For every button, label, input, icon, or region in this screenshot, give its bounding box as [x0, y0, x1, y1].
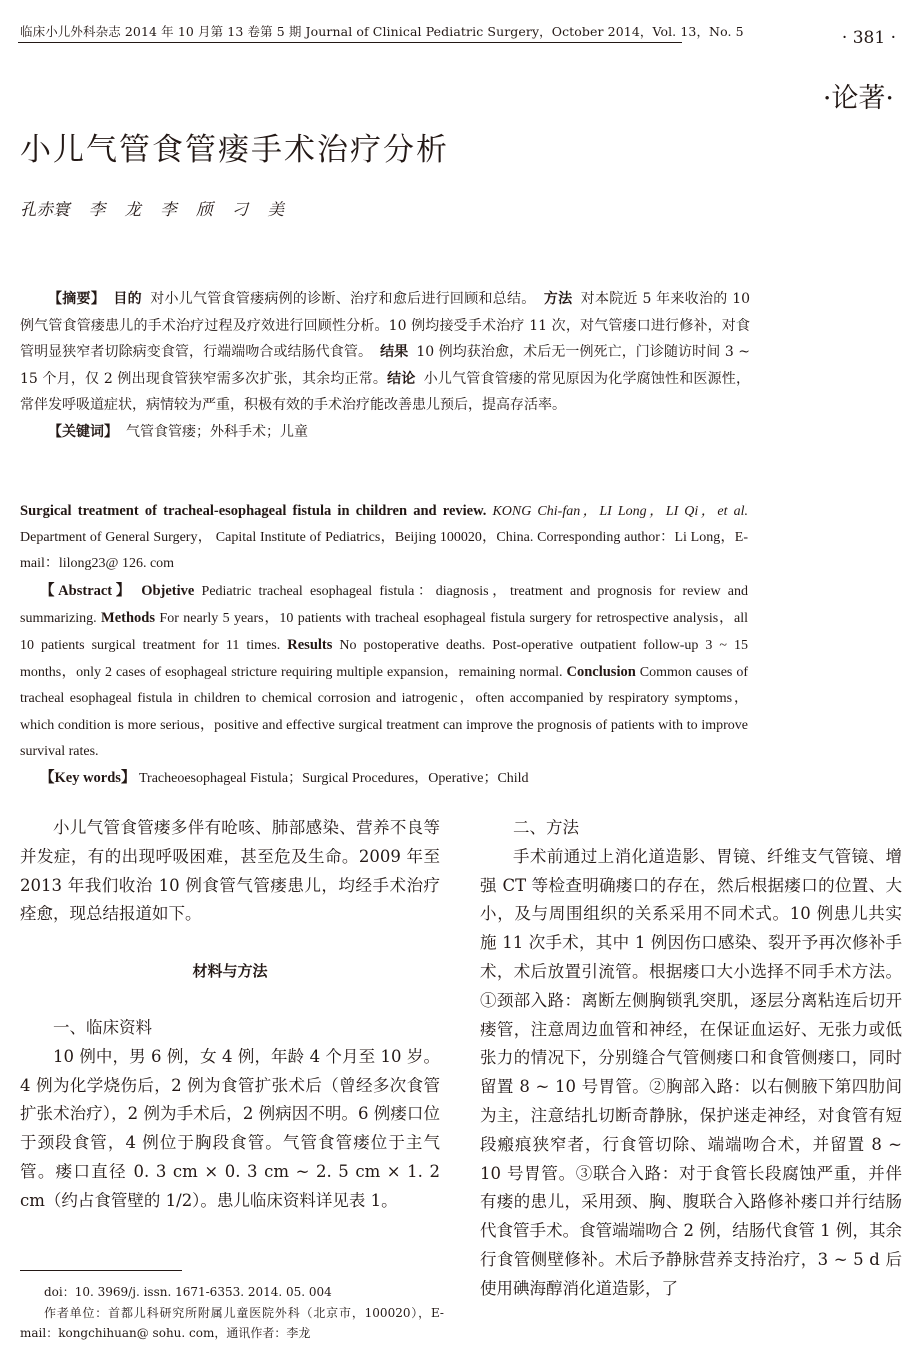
clinical-paragraph: 10 例中，男 6 例，女 4 例，年龄 4 个月至 10 岁。4 例为化学烧伤后，2 例为食管扩张术后（曾经多次食管扩张术治疗），2 例为手术后，2 例病因不明。6 例瘘口位于颈段食管，4 例位于胸段食管。气管食管瘘位于主气管。瘘口直径 0. 3 cm × 0. 3 cm ~ 2. 5 cm × 1. 2 cm（约占食管壁的 1/2）。患儿临床资料详见表 1。 [20, 1046, 440, 1210]
clinical-subheading: 一、临床资料 [53, 1017, 152, 1037]
footnote-rule [20, 1270, 182, 1271]
english-keywords-label: 【Key words】 [40, 770, 136, 787]
methods-paragraph: 手术前通过上消化道造影、胃镜、纤维支气管镜、增强 CT 等检查明确瘘口的存在，然后根据瘘口的位置、大小，及与周围组织的关系采用不同术式。10 例患儿共实施 11 次手术，其中 1 例因伤口感染、裂开予再次修补手术，术后放置引流管。根据瘘口大小选择不同手术方法。①颈部入路：离断左侧胸锁乳突肌，逐层分离粘连后切开瘘管，注意周边血管和神经，在保证血运好、无张力或低张力的情况下，分别缝合气管侧瘘口和食管侧瘘口，同时留置 8 ~ 10 号胃管。②胸部入路：以右侧腋下第四肋间为主，注意结扎切断奇静脉，保护迷走神经，对食管有短段瘢痕狭窄者，行食管切除、端端吻合术，并留置 8 ~ 10 号胃管。③联合入路：对于食管长段腐蚀严重，并伴有瘘的患儿，采用颈、胸、腹联合入路修补瘘口并行结肠代食管手术。食管端端吻合 2 例，结肠代食管 1 例，其余行食管侧壁修补。术后予静脉营养支持治疗，3 ~ 5 d 后使用碘海醇消化道造影，了 [480, 846, 902, 1298]
keywords-label: 【关键词】 [48, 423, 118, 440]
english-keywords-line [20, 765, 748, 792]
english-abstract [20, 498, 748, 792]
author-list: 孔赤寰 李 龙 李 颀 刁 美 [20, 200, 284, 219]
english-conclusion-text: Common causes of tracheal esophageal fistula in children to chemical corrosion and iatrogenic，often accompanied by respiratory symptoms，which condition is more serious，positive and effective surgical treatment can improve the prognosis of patients with to improve survival rates. [20, 665, 749, 759]
section-label: ·论著· [822, 83, 894, 114]
objective-label: Objetive [141, 582, 195, 599]
purpose-text: 对小儿气管食管瘘病例的诊断、治疗和愈后进行回顾和总结。 [149, 291, 536, 307]
abstract-paragraph [20, 286, 750, 419]
method-label: 方法 [543, 291, 573, 307]
english-abstract-label: 【Abstract】 [40, 582, 135, 599]
section-heading: 材料与方法 [192, 962, 268, 981]
purpose-label: 目的 [113, 291, 142, 307]
result-text: 10 例均获治愈，术后无一例死亡，门诊随访时间 3 ~ 15 个月，仅 2 例出现食管狭窄需多次扩张，其余均正常。 [20, 344, 751, 387]
method-text: 对本院近 5 年来收治的 10 例气管食管瘘患儿的手术治疗过程及疗效进行回顾性分析。10 例均接受手术治疗 11 次，对气管瘘口进行修补，对食管明显狭窄者切除病变食管，行端端吻合或结肠代食管。 [20, 291, 751, 360]
abstract-label: 【摘要】 [48, 291, 106, 307]
chinese-abstract [20, 286, 750, 445]
objective-text: Pediatric tracheal esophageal fistula：diagnosis，treatment and prognosis for review and summarizing. [20, 583, 749, 626]
doi-footnote: doi：10. 3969/j. issn. 1671-6353. 2014. 05. 004 [44, 1285, 332, 1299]
english-keywords-text: Tracheoesophageal Fistula；Surgical Procedures，Operative；Child [138, 771, 529, 787]
conclusion-label: 结论 [387, 370, 416, 387]
english-abstract-paragraph [20, 578, 748, 765]
running-header: 临床小儿外科杂志 2014 年 10 月第 13 卷第 5 期 Journal of Clinical Pediatric Surgery，October 2014，Vol. 13，No. 5 [20, 24, 744, 39]
conclusion-text: 小儿气管食管瘘的常见原因为化学腐蚀性和医源性，常伴发呼吸道症状，病情较为严重，积极有效的手术治疗能改善患儿预后，提高存活率。 [20, 370, 751, 413]
english-affiliation: Department of General Surgery， Capital Institute of Pediatrics，Beijing 100020，China. Corresponding author：Li Long，E-mail：lilong23@ 126. com [20, 530, 748, 572]
header-rule [18, 42, 682, 43]
keywords-text: 气管食管瘘；外科手术；儿童 [126, 423, 308, 440]
intro-paragraph: 小儿气管食管瘘多伴有呛咳、肺部感染、营养不良等并发症，有的出现呼吸困难，甚至危及生命。2009 年至 2013 年我们收治 10 例食管气管瘘患儿，均经手术治疗痊愈，现总结报道如下。 [20, 818, 440, 924]
methods-subheading: 二、方法 [513, 818, 579, 837]
keywords-line [20, 419, 750, 446]
page-number: · 381 · [841, 28, 896, 48]
footnotes [20, 1282, 444, 1344]
result-label: 结果 [380, 344, 409, 360]
methods-text: For nearly 5 years，10 patients with tracheal esophageal fistula surgery for retrospective analysis，all 10 patients surgical treatment for 11 times. [20, 610, 749, 654]
right-column [480, 814, 902, 1304]
english-conclusion-label: Conclusion [566, 664, 636, 681]
left-column [20, 814, 440, 1216]
english-title: Surgical treatment of tracheal-esophageal fistula in children and review. [20, 503, 487, 519]
english-title-line [20, 498, 748, 578]
english-authors: KONG Chi-fan，LI Long，LI Qi，et al. [492, 504, 748, 519]
methods-label: Methods [101, 609, 155, 626]
results-text: No postoperative deaths. Post-operative outpatient follow-up 3 ~ 15 months，only 2 cases of esophageal stricture requiring multiple expansion，remaining normal. [20, 638, 749, 681]
affiliation-footnote: 作者单位：首都儿科研究所附属儿童医院外科（北京市，100020），E-mail：kongchihuan@ sohu. com，通讯作者：李龙 [20, 1305, 444, 1340]
article-title: 小儿气管食管瘘手术治疗分析 [20, 132, 449, 168]
results-label: Results [287, 637, 333, 654]
